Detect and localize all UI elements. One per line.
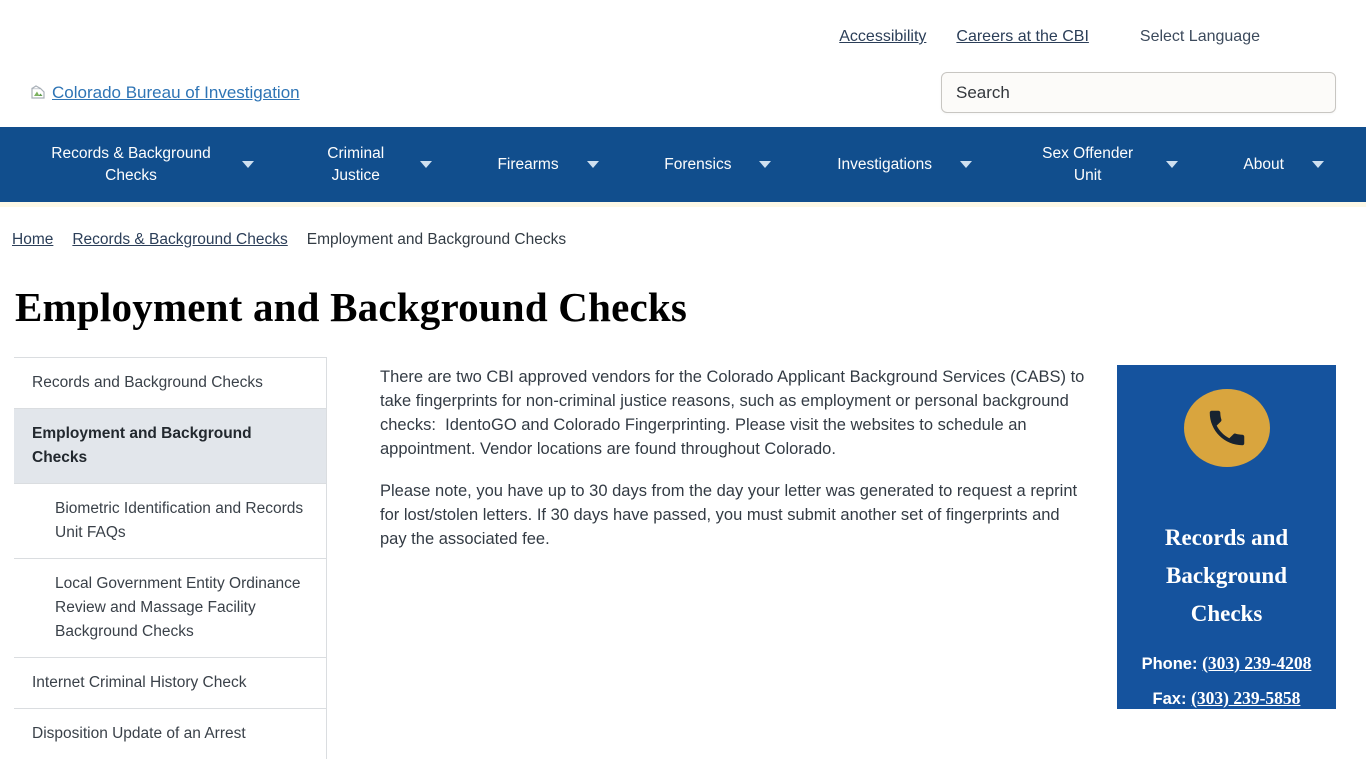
sidemenu-item-employment-and-background-checks[interactable]: Employment and Background Checks [14,408,326,483]
nav-label: Criminal Justice [327,144,385,184]
chevron-down-icon[interactable] [960,161,972,168]
breadcrumb [0,207,1366,249]
phone-number-link[interactable]: (303) 239-4208 [1202,653,1312,673]
search-input[interactable] [941,72,1336,113]
chevron-down-icon[interactable] [1166,161,1178,168]
nav-label: Forensics [664,155,732,173]
nav-label: Firearms [497,155,559,173]
utility-bar [0,0,1366,46]
body-paragraph-reprint: Please note, you have up to 30 days from the day your letter was generated to request a reprint for lost/stolen letters. If 30 days have passed, you must submit another set of fingerprints and pay the associated fee. [380,482,1078,548]
chevron-down-icon[interactable] [759,161,771,168]
site-header [0,46,1366,127]
sidemenu-item-disposition-update-of-an-arrest[interactable]: Disposition Update of an Arrest [14,708,326,759]
page-title: Employment and Background Checks [15,284,688,330]
logo-alt-text: Colorado Bureau of Investigation [52,82,300,102]
nav-item-sex-offender-unit[interactable] [1038,143,1178,187]
nav-item-records-background-checks[interactable] [48,143,254,187]
contact-fax-row [1153,688,1301,709]
sidemenu-item-records-and-background-checks[interactable]: Records and Background Checks [14,357,326,408]
nav-item-about[interactable] [1243,154,1324,176]
cbi-logo-link[interactable] [31,83,300,103]
sidemenu-item-local-government-entity[interactable]: Local Government Entity Ordinance Review and Massage Facility Background Checks [14,558,326,657]
fax-label: Fax: [1152,690,1187,708]
nav-item-firearms[interactable] [497,154,598,176]
careers-link[interactable]: Careers at the CBI [956,28,1089,45]
nav-label: Sex Offender Unit [1042,144,1134,184]
select-language-menu[interactable]: Select Language [1139,28,1260,45]
breadcrumb-section-link[interactable]: Records & Background Checks [72,231,288,248]
broken-image-icon [31,85,50,101]
content-area [0,331,1366,759]
phone-badge [1184,389,1270,467]
contact-phone-row [1142,653,1312,674]
chevron-down-icon[interactable] [587,161,599,168]
chevron-down-icon[interactable] [242,161,254,168]
main-navigation [0,127,1366,207]
breadcrumb-current: Employment and Background Checks [306,231,567,248]
sidemenu-item-internet-criminal-history-check[interactable]: Internet Criminal History Check [14,657,326,708]
nav-label: About [1243,155,1284,173]
contact-card [1117,365,1336,709]
phone-label: Phone: [1141,655,1198,673]
section-side-menu [14,357,327,759]
page-body [327,357,1117,569]
accessibility-link[interactable]: Accessibility [839,28,927,45]
breadcrumb-home-link[interactable]: Home [12,231,54,248]
phone-icon [1204,405,1250,451]
contact-card-title: Records and Background Checks [1164,525,1289,626]
nav-item-investigations[interactable] [837,154,972,176]
chevron-down-icon[interactable] [420,161,432,168]
nav-label: Records & Background Checks [51,144,211,184]
fax-number-link[interactable]: (303) 239-5858 [1191,688,1301,708]
nav-label: Investigations [837,155,932,173]
body-paragraph-vendors: There are two CBI approved vendors for the Colorado Applicant Background Services (CABS) to take fingerprints for non-criminal justice reasons, such as employment or personal background checks: IdentoGO and Colorado Fingerprinting. Please visit the websites to schedule an appointment. Vendor locations are found throughout Colorado. [380,368,1085,458]
chevron-down-icon[interactable] [1312,161,1324,168]
sidemenu-item-biometric-identification-faqs[interactable]: Biometric Identification and Records Unit FAQs [14,483,326,558]
nav-item-forensics[interactable] [664,154,771,176]
nav-item-criminal-justice[interactable] [320,143,432,187]
